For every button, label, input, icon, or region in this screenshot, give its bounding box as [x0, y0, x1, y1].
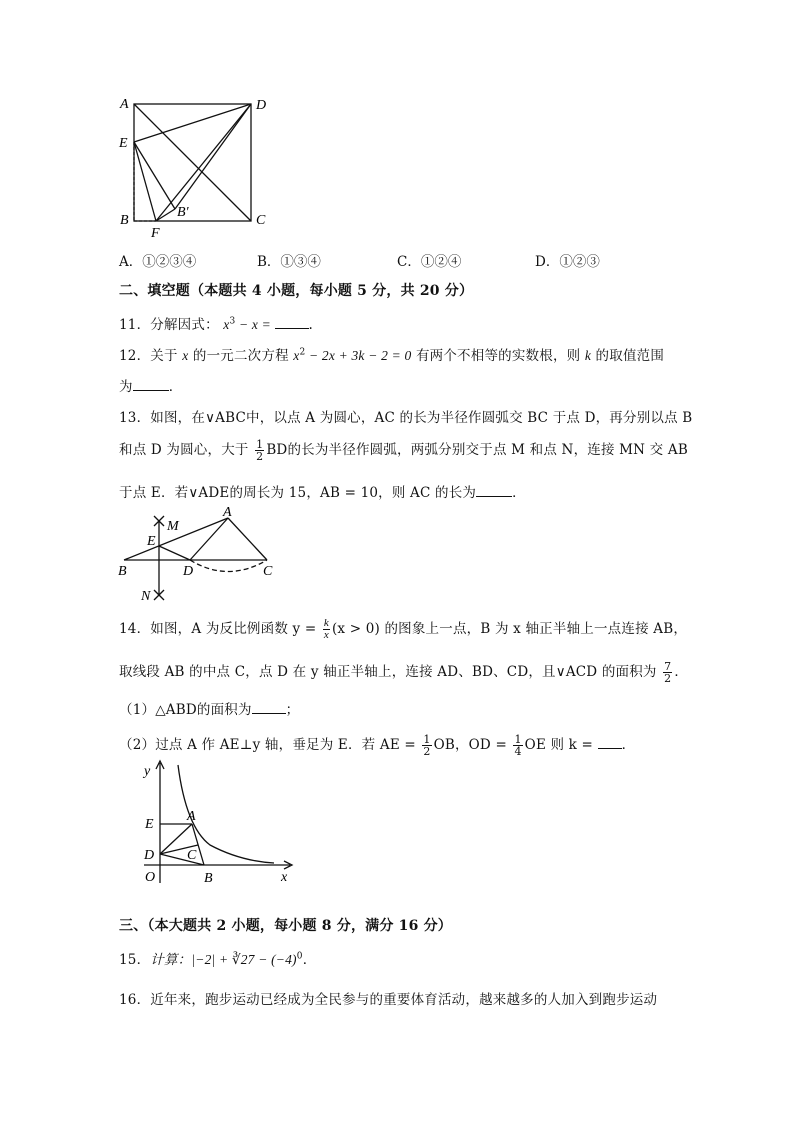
label-B: B	[120, 213, 129, 228]
answer-blank[interactable]	[133, 378, 169, 391]
fraction-half: $\frac{1}{2}$	[423, 733, 431, 758]
choice-c: C．①②④	[397, 254, 462, 270]
answer-blank[interactable]	[598, 736, 622, 749]
label-B: B	[118, 564, 127, 579]
label-y: y	[144, 764, 151, 779]
answer-blank[interactable]	[476, 484, 512, 497]
label-Bprime: B′	[177, 205, 189, 220]
question-14-part1: （1）△ABD的面积为 ；	[119, 702, 300, 718]
fraction-quarter: $\frac{1}{4}$	[514, 733, 522, 758]
question-12: 12．关于 x 的一元二次方程 $x^2 - 2x + 3k - 2 = 0$ 有两个不相等的实数根，则 k 的取值范围	[119, 347, 665, 364]
question-16: 16．近年来，跑步运动已经成为全民参与的重要体育活动，越来越多的人加入到跑步运动	[119, 992, 658, 1008]
fraction-k-x: $\frac{k}{x}$	[323, 617, 329, 641]
question-13-line3: 于点 E．若∨ADE的周长为 15，AB = 10，则 AC 的长为 ．	[119, 485, 526, 501]
question-11: 11．分解因式： $x^3 - x$ = .	[119, 316, 314, 333]
label-F: F	[151, 226, 160, 240]
label-D: D	[144, 848, 155, 863]
label-A: A	[187, 809, 196, 824]
question-14-part2: （2）过点 A 作 AE⊥y 轴，垂足为 E．若 AE = $\frac{1}{2}$ OB，OD = $\frac{1}{4}$ OE 则 k = ．	[119, 733, 636, 758]
label-D: D	[256, 98, 267, 113]
label-D: D	[183, 564, 194, 579]
label-M: M	[167, 519, 179, 534]
label-B: B	[204, 871, 213, 886]
question-14: 14．如图，A 为反比例函数 y = $\frac{k}{x}$ (x > 0) 的图象上一点，B 为 x 轴正半轴上一点连接 AB，	[119, 617, 688, 641]
choice-b: B．①③④	[257, 254, 321, 270]
answer-blank[interactable]	[275, 316, 309, 329]
label-A: A	[223, 505, 232, 520]
triangle-figure	[114, 503, 284, 603]
question-13: 13．如图，在∨ABC中，以点 A 为圆心，AC 的长为半径作圆弧交 BC 于点 D，再分别以点 B	[119, 410, 693, 426]
section-3-title: 三、（本大题共 2 小题，每小题 8 分，满分 16 分）	[119, 918, 453, 934]
label-C: C	[256, 213, 266, 228]
square-figure	[114, 92, 284, 240]
choice-a: A．①②③④	[119, 254, 197, 270]
label-E: E	[119, 136, 128, 151]
choice-d: D．①②③	[535, 254, 600, 270]
label-N: N	[141, 589, 151, 603]
question-15: 15．计算：|−2| + ∛27 − $(-4)^0$．	[119, 951, 317, 968]
fraction-seven-half: $\frac{7}{2}$	[664, 660, 672, 685]
question-14-line2: 取线段 AB 的中点 C，点 D 在 y 轴正半轴上，连接 AD、BD、CD，且∨ACD 的面积为 $\frac{7}{2}$ ．	[119, 660, 689, 685]
label-C: C	[263, 564, 273, 579]
question-12-line2: 为 ．	[119, 379, 183, 395]
hyperbola-figure	[140, 757, 300, 889]
section-2-title: 二、填空题（本题共 4 小题，每小题 5 分，共 20 分）	[119, 283, 474, 299]
label-O: O	[145, 870, 156, 885]
fraction-half: $\frac{1}{2}$	[256, 438, 264, 463]
question-13-line2: 和点 D 为圆心，大于 $\frac{1}{2}$ BD的长为半径作圆弧，两弧分别交于点 M 和点 N，连接 MN 交 AB	[119, 438, 688, 463]
label-E: E	[147, 534, 156, 549]
label-C: C	[187, 848, 197, 863]
label-E: E	[145, 817, 154, 832]
answer-blank[interactable]	[252, 701, 286, 714]
label-A: A	[120, 97, 129, 112]
label-x: x	[281, 870, 288, 885]
